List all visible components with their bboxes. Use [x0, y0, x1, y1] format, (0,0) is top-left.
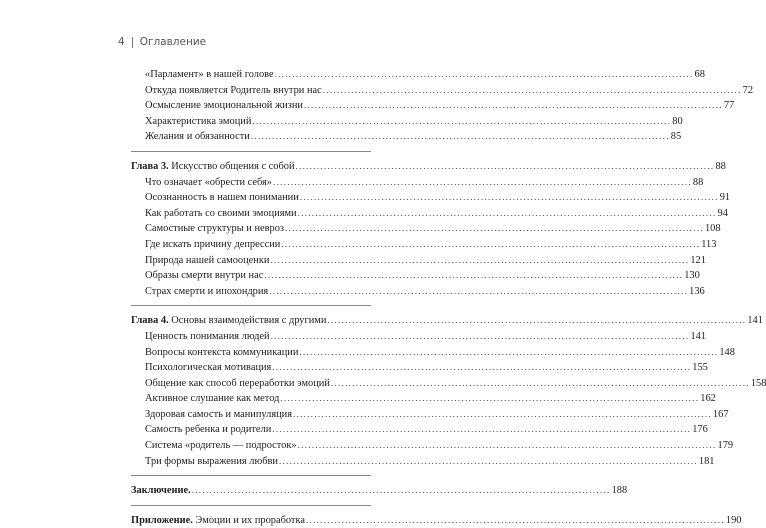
running-header — [118, 36, 206, 48]
dot-leader — [298, 438, 717, 454]
dot-leader — [298, 206, 717, 222]
appendix-title — [131, 513, 305, 528]
toc-entry-title: Характеристика эмоций — [145, 115, 252, 127]
toc-entry — [131, 67, 705, 83]
toc-entry — [131, 329, 707, 345]
chapter-name: Основы взаимодействия с другими — [168, 315, 327, 327]
chapter-title — [131, 159, 295, 175]
toc-entry — [131, 175, 704, 191]
toc-entry — [131, 206, 728, 222]
dot-leader — [279, 454, 698, 470]
chapter-label: Глава 4. — [131, 315, 169, 327]
section-title: Оглавление — [139, 36, 207, 48]
appendix-name: Эмоции и их проработка — [192, 514, 305, 526]
toc-entry — [131, 391, 716, 407]
toc-entry — [131, 129, 682, 145]
section-divider — [131, 505, 371, 506]
toc-entry-title: Три формы выражения любви — [145, 455, 278, 467]
dot-leader — [272, 360, 691, 376]
toc-entry-title: Что означает «обрести себя» — [145, 176, 273, 188]
toc-entry-title: Психологическая мотивация — [145, 362, 272, 374]
toc-entry — [131, 360, 708, 376]
toc-entry — [131, 114, 683, 130]
toc-entry-page: 162 — [700, 393, 716, 405]
toc-entry-page: 176 — [692, 424, 708, 436]
dot-leader — [323, 83, 742, 99]
toc-entry-page: 94 — [717, 207, 728, 219]
conclusion-title — [131, 483, 191, 499]
dot-leader — [270, 253, 689, 269]
section-divider — [131, 305, 371, 306]
toc-entry-page: 121 — [690, 254, 706, 266]
dot-leader — [306, 513, 725, 528]
toc-entry-title: Система «родитель — подросток» — [145, 440, 297, 452]
header-divider — [132, 37, 133, 48]
toc-entry — [131, 345, 735, 361]
toc-entry — [131, 376, 766, 392]
chapter-page: 88 — [715, 160, 726, 172]
dot-leader — [327, 313, 746, 329]
toc-entry-page: 77 — [723, 100, 735, 112]
toc-entry — [131, 83, 754, 99]
toc-entry-title: Откуда появляется Родитель внутри нас — [145, 84, 322, 96]
dot-leader — [273, 175, 692, 191]
appendix-entry — [131, 513, 742, 528]
toc-entry-title: Как работать со своими эмоциями — [145, 207, 297, 219]
dot-leader — [271, 329, 690, 345]
chapter-page: 141 — [747, 315, 763, 327]
toc-entry-page: 136 — [689, 285, 705, 297]
toc-entry — [131, 422, 708, 438]
toc-entry-page: 88 — [692, 176, 704, 188]
toc-entry-page: 130 — [684, 270, 700, 282]
toc-entry-page: 91 — [719, 192, 731, 204]
toc-entry-page: 72 — [742, 84, 754, 96]
toc-entry-title: «Парламент» в нашей голове — [145, 69, 274, 80]
dot-leader — [192, 483, 611, 499]
appendix-page: 190 — [725, 514, 742, 526]
toc-entry-title: Осознанность в нашем понимании — [145, 192, 299, 204]
section-divider — [131, 475, 371, 476]
toc-entry-page: 148 — [719, 346, 735, 358]
toc-entry-page: 167 — [712, 408, 729, 420]
chapter-name: Искусство общения с собой — [168, 160, 295, 172]
dot-leader — [293, 407, 712, 423]
toc-entry-page: 108 — [704, 223, 721, 235]
dot-leader — [280, 391, 699, 407]
toc-entry-page: 141 — [690, 330, 707, 342]
dot-leader — [300, 190, 719, 206]
toc-entry — [131, 98, 735, 114]
toc-entry-title: Где искать причину депрессии — [145, 238, 281, 250]
dot-leader — [264, 268, 683, 284]
toc-entry-page: 179 — [717, 440, 734, 452]
dot-leader — [269, 284, 688, 300]
toc-entry-page: 158 — [750, 377, 766, 389]
dot-leader — [281, 237, 700, 253]
conclusion-entry — [131, 483, 628, 499]
toc-entry-title: Активное слушание как метод — [145, 393, 280, 405]
conclusion-page: 188 — [611, 485, 628, 497]
toc-entry — [131, 221, 721, 237]
table-of-contents — [131, 67, 766, 528]
dot-leader — [299, 345, 718, 361]
toc-entry-title: Страх смерти и ипохондрия — [145, 285, 269, 297]
toc-entry-title: Осмысление эмоциональной жизни — [145, 100, 303, 112]
chapter-heading — [131, 313, 763, 329]
appendix-label: Приложение. — [131, 514, 193, 526]
toc-entry-title: Вопросы контекста коммуникации — [145, 346, 299, 358]
toc-entry — [131, 190, 731, 206]
dot-leader — [251, 129, 670, 145]
toc-entry-page: 113 — [701, 238, 717, 250]
toc-entry — [131, 284, 705, 300]
toc-entry-title: Самостные структуры и невроз — [145, 223, 285, 235]
chapter-heading — [131, 159, 726, 175]
dot-leader — [275, 67, 694, 83]
toc-entry-title: Здоровая самость и манипуляция — [145, 408, 293, 420]
toc-entry-title: Желания и обязанности — [145, 131, 250, 143]
toc-entry — [131, 454, 715, 470]
dot-leader — [296, 159, 715, 175]
section-divider — [131, 151, 371, 152]
toc-entry — [131, 438, 734, 454]
dot-leader — [272, 422, 691, 438]
toc-entry-title: Ценность понимания людей — [145, 330, 270, 342]
toc-entry-page: 85 — [670, 131, 682, 143]
toc-entry-page: 80 — [672, 115, 683, 127]
conclusion-label: Заключение. — [131, 485, 191, 497]
toc-entry-title: Природа нашей самооценки — [145, 254, 270, 266]
toc-entry — [131, 253, 706, 269]
page-number: 4 — [118, 36, 125, 48]
toc-entry-title: Самость ребенка и родители — [145, 424, 272, 436]
toc-entry-title: Общение как способ переработки эмоций — [145, 377, 330, 389]
toc-entry — [131, 237, 717, 253]
dot-leader — [331, 376, 750, 392]
dot-leader — [285, 221, 704, 237]
toc-entry — [131, 268, 700, 284]
chapter-label: Глава 3. — [131, 160, 169, 172]
toc-entry-title: Образы смерти внутри нас — [145, 270, 264, 282]
chapter-title — [131, 313, 326, 329]
dot-leader — [252, 114, 671, 130]
toc-entry-page: 68 — [694, 69, 705, 80]
toc-entry — [131, 407, 729, 423]
toc-entry-page: 181 — [698, 455, 715, 467]
toc-entry-page: 155 — [692, 362, 708, 374]
dot-leader — [304, 98, 723, 114]
